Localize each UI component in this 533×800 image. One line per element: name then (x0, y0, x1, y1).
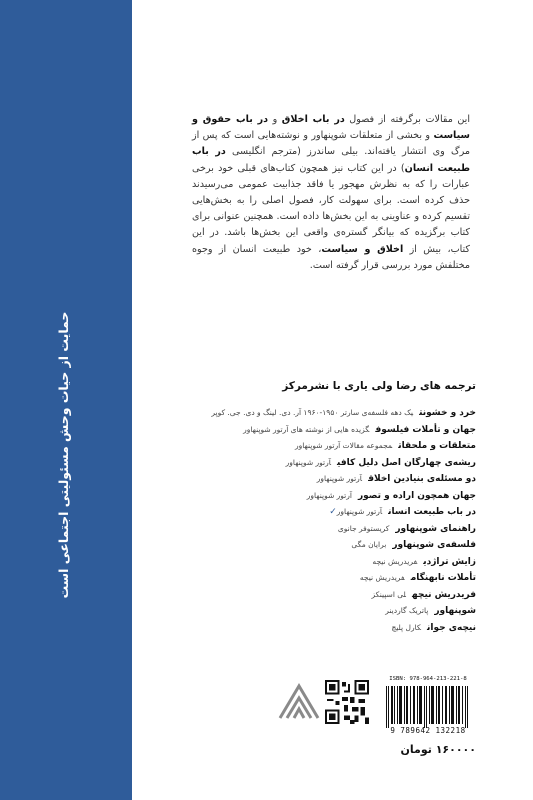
book-author: گزیده هایی از نوشته های آرتور شوپنهاور (243, 424, 370, 434)
book-author: آرتور شوپنهاور (316, 474, 363, 483)
book-title: در باب طبیعت انسان (388, 507, 476, 517)
book-title: تأملات نابهنگام (410, 573, 476, 583)
spine-slogan: حمایت از حیات وحش مسئولیتی اجتماعی است (56, 311, 71, 599)
book-author: آرتور شوپنهاور (306, 490, 352, 500)
book-author: لی اسپینکز (371, 589, 407, 599)
desc-bold-3: در باب طبیعت انسان (192, 146, 470, 174)
isbn-number: ISBN: 978-964-213-221-8 (389, 676, 467, 682)
book-list-item (160, 405, 476, 422)
book-description (192, 112, 470, 274)
book-list-item (160, 570, 476, 587)
book-title: متعلقات و ملحقات (398, 441, 476, 451)
book-list (160, 405, 476, 636)
book-author: فریدریش نیچه (372, 556, 418, 566)
book-author: کریستوفر جانوی (337, 523, 390, 533)
book-list-item (160, 438, 476, 455)
desc-text-5: ، خود طبیعت انسان از وجوه مختلفش مورد بررسی قرار گرفته است. (192, 243, 470, 271)
book-list-item (160, 521, 476, 538)
book-author: پاتریک گاردینر (385, 606, 429, 615)
book-title: جهان همچون اراده و تصور (357, 490, 476, 501)
desc-text-2: و (268, 114, 282, 125)
desc-text-1: این مقالات برگرفته از فصول (344, 114, 471, 125)
book-author: آرتور شوپنهاور (285, 457, 332, 467)
book-list-item (160, 488, 476, 505)
desc-bold-2: در باب حقوق و سیاست (192, 114, 470, 142)
book-list-item (160, 537, 476, 554)
desc-bold-4: اخلاق و سیاست (321, 243, 404, 255)
desc-text-4: ) در این کتاب نیز همچون کتاب‌های قبلی خود برخی عبارات را که به نظرش مهجور یا فاقد جذابیت عمومی می‌رسیدند حذف کرده است. برای سهولت کار، فصول اصلی را به بخش‌هایی تقسیم کرده و عناوینی به این بخش‌ها داده است. همچنین عنوانی برای کتاب برگزیده که بیانگر گستره‌ی واقعی این بخش‌ها باشد. در این کتاب، بیش از (192, 162, 470, 255)
book-title: فلسفه‌ی شوپنهاور (392, 540, 476, 550)
desc-text-3: و بخشی از متعلقات شوپنهاور و نوشته‌هایی است که پس از مرگ وی انتشار یافته‌اند. بیلی ساندرز (مترجم انگلیسی (192, 130, 471, 158)
cover-spine-band (0, 0, 132, 800)
book-title: نیچه‌ی جوان (427, 622, 476, 633)
book-title: خرد و خشونت (419, 408, 476, 418)
book-list-item (160, 620, 476, 637)
book-author: کارل پلیچ (391, 622, 422, 632)
book-title: راهنمای شوپنهاور (395, 523, 476, 534)
book-author: فریدریش نیچه (359, 573, 405, 582)
book-list-item (160, 554, 476, 571)
book-title: شوپنهاور (434, 606, 476, 616)
book-title: جهان و تأملات فیلسوف (375, 424, 476, 435)
desc-bold-1: در باب اخلاق (281, 114, 345, 125)
book-list-item (160, 455, 476, 472)
book-list-item (160, 587, 476, 604)
book-title: دو مسئله‌ی بنیادین اخلاق (368, 474, 476, 484)
publisher-logo (276, 678, 322, 724)
book-author: برایان مگی (351, 540, 387, 549)
book-author: آرتور شوپنهاور (336, 507, 383, 516)
qr-code (325, 680, 369, 724)
book-author: یک دهه فلسفه‌ی سارتر ۱۹۵۰-۱۹۶۰ آر. دی. لینگ و دی. جی. کوپر (211, 408, 414, 417)
book-title: زایش تراژدی (423, 556, 476, 567)
book-title: ریشه‌ی چهارگان اصل دلیل کافی (337, 457, 476, 468)
book-title: فریدریش نیچه (412, 589, 476, 600)
book-list-title: ترجمه های رضا ولی یاری با نشرمرکز (282, 380, 476, 392)
checkmark-icon: ✓ (329, 507, 337, 517)
book-list-item (160, 603, 476, 620)
price-label: ۱۶۰۰۰۰ تومان (400, 743, 476, 756)
ean-digits: 9 789642 132218 (390, 726, 466, 735)
book-list-item-current (160, 504, 476, 521)
book-list-item (160, 471, 476, 488)
book-author: مجموعه مقالات آرتور شوپنهاور (295, 441, 393, 450)
book-list-item (160, 422, 476, 439)
